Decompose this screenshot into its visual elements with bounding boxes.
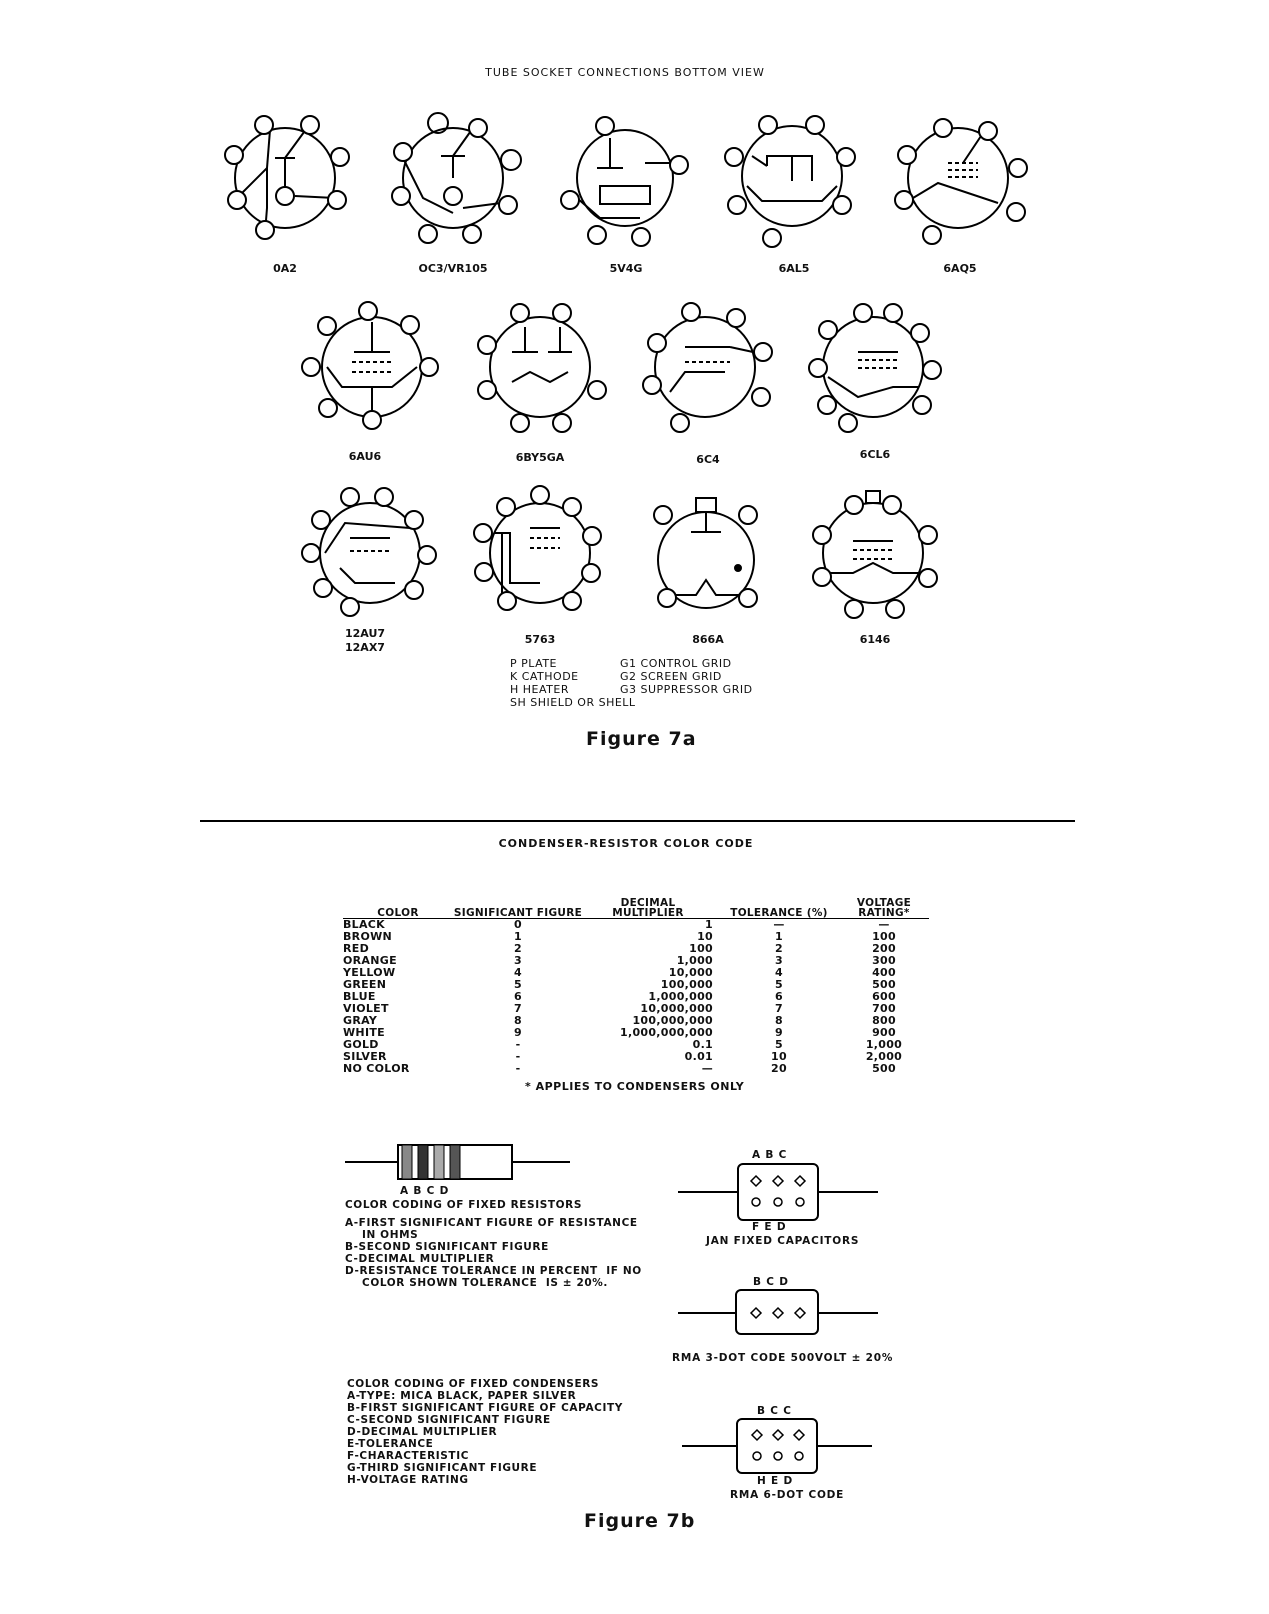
- table-cell: 2: [775, 942, 783, 955]
- tube-6by5ga-diagram: [490, 317, 590, 417]
- table-cell: WHITE: [343, 1026, 385, 1039]
- tube-label: 6AL5: [778, 262, 810, 275]
- tube-6al5-diagram: [742, 126, 842, 226]
- table-cell: 7: [775, 1002, 783, 1015]
- rma6-capacitor-diagram: [682, 1416, 872, 1476]
- legend-plate: P PLATE: [510, 657, 557, 670]
- table-cell: -: [515, 1038, 521, 1051]
- table-cell: -: [515, 1062, 521, 1075]
- table-row: [343, 943, 929, 955]
- color-code-header: CONDENSER-RESISTOR COLOR CODE: [498, 837, 754, 850]
- figure-7a-caption: Figure 7a: [586, 728, 697, 750]
- resistor-band-letters: A B C D: [400, 1185, 450, 1197]
- resistor-title: COLOR CODING OF FIXED RESISTORS: [345, 1199, 583, 1211]
- table-cell: 10: [771, 1050, 787, 1063]
- resistor-line: IN OHMS: [345, 1229, 419, 1241]
- tube-5v4g-diagram: [577, 130, 675, 226]
- table-cell: 9: [514, 1026, 522, 1039]
- table-cell: RED: [343, 942, 370, 955]
- jan-label: JAN FIXED CAPACITORS: [706, 1235, 860, 1247]
- tube-socket-header: TUBE SOCKET CONNECTIONS BOTTOM VIEW: [485, 66, 765, 79]
- tube-diagrams: [0, 0, 1269, 660]
- col-color: COLOR: [343, 898, 453, 919]
- table-cell: VIOLET: [343, 1002, 389, 1015]
- table-cell: 500: [872, 978, 896, 991]
- table-cell: 5: [514, 978, 522, 991]
- table-cell: 3: [514, 954, 522, 967]
- tube-pins: [225, 116, 1027, 618]
- table-cell: 9: [775, 1026, 783, 1039]
- rma6-top-letters: B C C: [757, 1405, 792, 1417]
- table-cell: 10: [697, 930, 713, 943]
- figure-7b-caption: Figure 7b: [584, 1510, 696, 1532]
- table-cell: 1: [705, 918, 713, 931]
- table-cell: 0.1: [692, 1038, 713, 1051]
- table-cell: ORANGE: [343, 954, 397, 967]
- table-row: [343, 919, 929, 932]
- table-row: [343, 1027, 929, 1039]
- table-cell: BROWN: [343, 930, 393, 943]
- legend-right: [620, 657, 753, 696]
- table-cell: 300: [872, 954, 896, 967]
- table-cell: 6: [775, 990, 783, 1003]
- legend-g2: G2 SCREEN GRID: [620, 670, 722, 683]
- condenser-description: [347, 1378, 623, 1486]
- resistor-line: D-RESISTANCE TOLERANCE IN PERCENT IF NO: [345, 1265, 642, 1277]
- resistor-diagram: [340, 1140, 580, 1190]
- table-row: [343, 1063, 929, 1075]
- condenser-line: A-TYPE: MICA BLACK, PAPER SILVER: [347, 1390, 577, 1402]
- section-divider: [200, 820, 1075, 822]
- tube-6146-diagram: [823, 491, 923, 603]
- table-cell: 500: [872, 1062, 896, 1075]
- table-cell: 1,000,000,000: [620, 1026, 713, 1039]
- legend-cathode: K CATHODE: [510, 670, 579, 683]
- table-cell: GRAY: [343, 1014, 378, 1027]
- table-cell: 10,000: [668, 966, 713, 979]
- table-cell: 100,000: [660, 978, 713, 991]
- tube-0a2-diagram: [235, 128, 335, 233]
- table-cell: -: [515, 1050, 521, 1063]
- table-row: [343, 1039, 929, 1051]
- tube-label: 6AU6: [348, 450, 382, 463]
- table-row: [343, 967, 929, 979]
- table-cell: BLUE: [343, 990, 376, 1003]
- tube-label: 5V4G: [609, 262, 643, 275]
- col-voltage: VOLTAGE RATING*: [839, 898, 929, 919]
- col-multiplier: DECIMAL MULTIPLIER: [583, 898, 719, 919]
- tube-label: 6AQ5: [943, 262, 977, 275]
- table-footnote: * APPLIES TO CONDENSERS ONLY: [525, 1080, 745, 1093]
- tube-label-12au7: 12AU7: [345, 627, 386, 640]
- table-row: [343, 955, 929, 967]
- table-cell: 6: [514, 990, 522, 1003]
- legend-shield: SH SHIELD OR SHELL: [510, 696, 636, 709]
- table-cell: 1,000,000: [648, 990, 713, 1003]
- tube-6cl6-diagram: [823, 317, 923, 417]
- rma6-label: RMA 6-DOT CODE: [730, 1489, 845, 1501]
- table-row: [343, 979, 929, 991]
- color-code-table: [343, 898, 929, 1075]
- tube-label: 6C4: [696, 453, 720, 466]
- condenser-line: B-FIRST SIGNIFICANT FIGURE OF CAPACITY: [347, 1402, 623, 1414]
- table-cell: 4: [775, 966, 783, 979]
- jan-top-letters: A B C: [752, 1149, 788, 1161]
- table-cell: 7: [514, 1002, 522, 1015]
- rma6-bottom-letters: H E D: [757, 1475, 793, 1487]
- jan-capacitor-diagram: [678, 1160, 878, 1224]
- table-cell: GOLD: [343, 1038, 379, 1051]
- tube-label: 5763: [524, 633, 556, 646]
- resistor-description: [345, 1199, 642, 1289]
- legend-g1: G1 CONTROL GRID: [620, 657, 732, 670]
- col-significant: SIGNIFICANT FIGURE: [453, 898, 583, 919]
- table-cell: 200: [872, 942, 896, 955]
- table-cell: 1: [514, 930, 522, 943]
- table-cell: SILVER: [343, 1050, 387, 1063]
- tube-6c4-diagram: [655, 317, 755, 417]
- table-header-row: [343, 898, 929, 919]
- rma3-label: RMA 3-DOT CODE 500VOLT ± 20%: [672, 1352, 894, 1364]
- table-cell: 600: [872, 990, 896, 1003]
- table-cell: 8: [514, 1014, 522, 1027]
- table-cell: 8: [775, 1014, 783, 1027]
- table-cell: YELLOW: [343, 966, 396, 979]
- table-cell: 400: [872, 966, 896, 979]
- legend-g3: G3 SUPPRESSOR GRID: [620, 683, 753, 696]
- condenser-line: D-DECIMAL MULTIPLIER: [347, 1426, 498, 1438]
- table-cell: 1,000: [865, 1038, 903, 1051]
- tube-5763-diagram: [490, 503, 590, 603]
- condenser-title: COLOR CODING OF FIXED CONDENSERS: [347, 1378, 600, 1390]
- tube-6aq5-diagram: [908, 128, 1008, 228]
- table-cell: 1,000: [676, 954, 713, 967]
- condenser-line: H-VOLTAGE RATING: [347, 1474, 469, 1486]
- table-row: [343, 991, 929, 1003]
- legend-left: [510, 657, 636, 709]
- table-cell: 2: [514, 942, 522, 955]
- tube-label: OC3/VR105: [418, 262, 488, 275]
- tube-label: 0A2: [273, 262, 297, 275]
- table-cell: 700: [872, 1002, 896, 1015]
- table-cell: 1: [775, 930, 783, 943]
- tube-label: 6BY5GA: [515, 451, 565, 464]
- tube-label: 866A: [692, 633, 724, 646]
- resistor-line: B-SECOND SIGNIFICANT FIGURE: [345, 1241, 549, 1253]
- table-cell: 4: [514, 966, 522, 979]
- table-cell: BLACK: [343, 918, 386, 931]
- condenser-line: E-TOLERANCE: [347, 1438, 434, 1450]
- resistor-line: COLOR SHOWN TOLERANCE IS ± 20%.: [345, 1277, 608, 1289]
- table-cell: 0.01: [684, 1050, 713, 1063]
- resistor-line: C-DECIMAL MULTIPLIER: [345, 1253, 495, 1265]
- table-row: [343, 1051, 929, 1063]
- table-cell: 5: [775, 1038, 783, 1051]
- table-cell: —: [701, 1062, 713, 1075]
- table-cell: 3: [775, 954, 783, 967]
- tube-label: 6146: [859, 633, 891, 646]
- table-cell: 20: [771, 1062, 787, 1075]
- table-row: [343, 931, 929, 943]
- tube-label: [345, 627, 425, 655]
- resistor-line: A-FIRST SIGNIFICANT FIGURE OF RESISTANCE: [345, 1217, 638, 1229]
- table-cell: 900: [872, 1026, 896, 1039]
- tube-label-12ax7: 12AX7: [345, 641, 385, 654]
- rma3-capacitor-diagram: [678, 1288, 878, 1338]
- tube-label: 6CL6: [859, 448, 891, 461]
- table-cell: 2,000: [865, 1050, 903, 1063]
- condenser-line: C-SECOND SIGNIFICANT FIGURE: [347, 1414, 551, 1426]
- condenser-line: G-THIRD SIGNIFICANT FIGURE: [347, 1462, 538, 1474]
- table-cell: GREEN: [343, 978, 387, 991]
- rma3-top-letters: B C D: [753, 1276, 789, 1288]
- condenser-line: F-CHARACTERISTIC: [347, 1450, 470, 1462]
- table-cell: NO COLOR: [343, 1062, 410, 1075]
- col-tolerance: TOLERANCE (%): [719, 898, 839, 919]
- table-cell: 100,000,000: [632, 1014, 713, 1027]
- table-cell: 0: [514, 918, 522, 931]
- table-cell: 5: [775, 978, 783, 991]
- table-cell: 100: [689, 942, 713, 955]
- table-cell: 10,000,000: [640, 1002, 713, 1015]
- jan-bottom-letters: F E D: [752, 1221, 787, 1233]
- legend-heater: H HEATER: [510, 683, 569, 696]
- table-cell: —: [878, 918, 890, 931]
- table-cell: 800: [872, 1014, 896, 1027]
- table-cell: —: [773, 918, 785, 931]
- table-cell: 100: [872, 930, 896, 943]
